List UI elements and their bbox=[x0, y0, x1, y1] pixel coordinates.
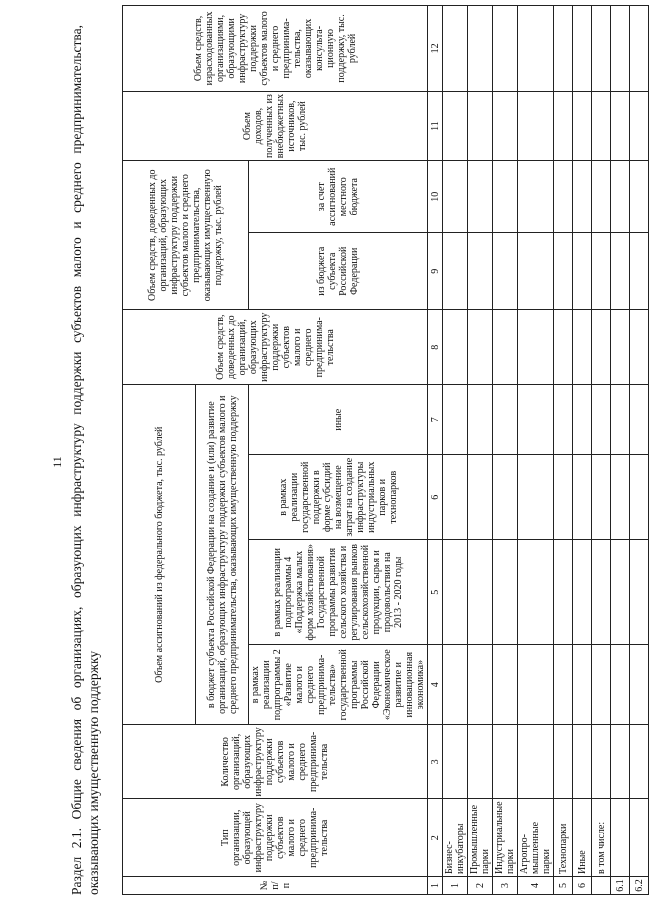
table-cell bbox=[468, 161, 493, 233]
table-cell bbox=[468, 5, 493, 91]
caption-line-1: Раздел 2.1. Общие сведения об организациях, образующих инфраструктуру поддержки субъектов малого и среднего bbox=[69, 162, 84, 895]
header-type: Тип организации, образующей инфраструктуру поддержки субъектов малого и среднего предпринима-тельства bbox=[123, 799, 428, 877]
row-number: 6.1 bbox=[611, 877, 630, 895]
table-cell bbox=[518, 385, 554, 455]
table-cell bbox=[630, 161, 649, 233]
table-cell bbox=[630, 310, 649, 385]
table-cell bbox=[554, 455, 573, 540]
col-index: 9 bbox=[428, 233, 443, 310]
table-cell bbox=[554, 161, 573, 233]
col-index: 1 bbox=[428, 877, 443, 895]
table-cell bbox=[554, 233, 573, 310]
header-col8: Объем средств, доведенных до организаций, образующих инфраструктуру поддержки субъектов малого и среднего предпринима-тельства bbox=[123, 310, 428, 385]
table-cell bbox=[611, 645, 630, 725]
table-cell bbox=[592, 310, 611, 385]
table-cell bbox=[573, 5, 592, 91]
table-cell bbox=[518, 91, 554, 160]
data-table-wrap bbox=[122, 5, 649, 895]
header-col10: за счет ассигнований местного бюджета bbox=[249, 161, 428, 233]
table-cell bbox=[468, 310, 493, 385]
row-number: 3 bbox=[493, 877, 518, 895]
table-row bbox=[630, 5, 649, 894]
header-col7: иные bbox=[249, 385, 428, 455]
table-cell bbox=[443, 91, 468, 160]
table-cell bbox=[573, 91, 592, 160]
table-cell bbox=[592, 5, 611, 91]
table-cell bbox=[493, 645, 518, 725]
table-cell bbox=[611, 310, 630, 385]
col-index: 3 bbox=[428, 725, 443, 799]
table-cell bbox=[493, 540, 518, 645]
table-cell bbox=[592, 91, 611, 160]
caption-line-2: предпринимательства, оказывающих имущественную поддержку bbox=[69, 25, 101, 895]
col-index: 6 bbox=[428, 455, 443, 540]
row-number bbox=[592, 877, 611, 895]
table-cell bbox=[493, 91, 518, 160]
table-cell bbox=[630, 725, 649, 799]
table-cell bbox=[554, 310, 573, 385]
table-cell bbox=[443, 310, 468, 385]
table-cell bbox=[630, 233, 649, 310]
table-cell bbox=[493, 233, 518, 310]
table-cell bbox=[518, 310, 554, 385]
table-cell bbox=[493, 310, 518, 385]
column-index-row bbox=[428, 5, 443, 894]
table-cell bbox=[554, 725, 573, 799]
table-cell bbox=[518, 233, 554, 310]
table-row bbox=[468, 5, 493, 894]
organizations-table bbox=[122, 5, 649, 895]
table-cell bbox=[573, 385, 592, 455]
col-index: 10 bbox=[428, 161, 443, 233]
table-cell bbox=[468, 455, 493, 540]
table-cell bbox=[443, 385, 468, 455]
table-cell bbox=[493, 725, 518, 799]
table-cell bbox=[611, 385, 630, 455]
table-cell bbox=[468, 233, 493, 310]
table-cell bbox=[443, 5, 468, 91]
table-cell bbox=[611, 455, 630, 540]
table-cell bbox=[493, 161, 518, 233]
table-cell bbox=[518, 540, 554, 645]
table-row bbox=[592, 5, 611, 894]
table-cell bbox=[573, 540, 592, 645]
col-index: 4 bbox=[428, 645, 443, 725]
row-label bbox=[611, 799, 630, 877]
table-cell bbox=[611, 5, 630, 91]
table-cell bbox=[518, 725, 554, 799]
col-index: 11 bbox=[428, 91, 443, 160]
row-number: 5 bbox=[554, 877, 573, 895]
row-label bbox=[630, 799, 649, 877]
table-cell bbox=[611, 233, 630, 310]
col-index: 12 bbox=[428, 5, 443, 91]
table-cell bbox=[611, 725, 630, 799]
table-cell bbox=[611, 91, 630, 160]
table-cell bbox=[630, 645, 649, 725]
table-cell bbox=[443, 725, 468, 799]
header-group-9-10: Объем средств, доведенных до организаций, образующих инфраструктуру поддержки субъектов малого и среднего предпринимательства, оказывающих имущественную поддержку, тыс. рублей bbox=[123, 161, 249, 310]
table-row bbox=[554, 5, 573, 894]
table-cell bbox=[630, 540, 649, 645]
header-row-num: № п/п bbox=[123, 877, 428, 895]
header-col4: в рамках реализации подпрограммы 2 «Развитие малого и среднего предпринима-тельства» государственной программы Российской Федерации «Экономическое развитие и инновационная экономика» bbox=[249, 645, 428, 725]
table-cell bbox=[518, 5, 554, 91]
table-cell bbox=[468, 540, 493, 645]
table-cell bbox=[518, 645, 554, 725]
col-index: 7 bbox=[428, 385, 443, 455]
table-cell bbox=[630, 91, 649, 160]
table-row bbox=[443, 5, 468, 894]
row-number: 6.2 bbox=[630, 877, 649, 895]
table-cell bbox=[518, 455, 554, 540]
col-index: 2 bbox=[428, 799, 443, 877]
table-cell bbox=[611, 161, 630, 233]
table-cell bbox=[592, 385, 611, 455]
table-row bbox=[518, 5, 554, 894]
table-cell bbox=[554, 5, 573, 91]
table-cell bbox=[630, 385, 649, 455]
page-number: 11 bbox=[50, 456, 64, 468]
header-col11: Объем доходов, полученных из внебюджетных источников, тыс. рублей bbox=[123, 91, 428, 160]
table-row bbox=[493, 5, 518, 894]
table-cell bbox=[443, 455, 468, 540]
table-cell bbox=[592, 161, 611, 233]
table-cell bbox=[592, 725, 611, 799]
table-cell bbox=[554, 385, 573, 455]
table-cell bbox=[573, 645, 592, 725]
table-cell bbox=[554, 540, 573, 645]
table-cell bbox=[468, 91, 493, 160]
header-col6: в рамках реализации государственной поддержки в форме субсидий на возмещение затрат на создание инфраструктуры индустриальных парков и технопарков bbox=[249, 455, 428, 540]
table-cell bbox=[592, 645, 611, 725]
table-cell bbox=[592, 540, 611, 645]
table-cell bbox=[573, 725, 592, 799]
section-caption bbox=[68, 25, 102, 895]
table-row bbox=[573, 5, 592, 894]
table-cell bbox=[493, 455, 518, 540]
table-cell bbox=[573, 233, 592, 310]
header-col5: в рамках реализации подпрограммы 4 «Поддержка малых форм хозяйствования» Государственной программы развития сельского хозяйства и регулирования рынков сельскохозяйственной продукции, сырья и продовольствия на 2013 - 2020 годы bbox=[249, 540, 428, 645]
table-cell bbox=[554, 645, 573, 725]
table-row bbox=[611, 5, 630, 894]
row-number: 2 bbox=[468, 877, 493, 895]
table-cell bbox=[468, 385, 493, 455]
table-cell bbox=[468, 645, 493, 725]
table-cell bbox=[554, 91, 573, 160]
row-number: 1 bbox=[443, 877, 468, 895]
table-cell bbox=[630, 455, 649, 540]
header-row-1 bbox=[123, 5, 196, 894]
row-number: 4 bbox=[518, 877, 554, 895]
row-label: в том числе: bbox=[592, 799, 611, 877]
col-index: 5 bbox=[428, 540, 443, 645]
table-cell bbox=[443, 540, 468, 645]
row-number: 6 bbox=[573, 877, 592, 895]
table-cell bbox=[443, 233, 468, 310]
header-federal-group: Объем ассигнований из федерального бюджета, тыс. рублей bbox=[123, 385, 196, 725]
table-cell bbox=[573, 161, 592, 233]
table-cell bbox=[573, 310, 592, 385]
table-cell bbox=[493, 5, 518, 91]
table-cell bbox=[518, 161, 554, 233]
row-label: Промышленные парки bbox=[468, 799, 493, 877]
header-federal-sub: в бюджет субъекта Российской Федерации на создание и (или) развитие организаций, образующих инфраструктуру поддержки субъектов малого и среднего предпринимательства, оказывающих имущественную поддержку bbox=[196, 385, 249, 725]
table-cell bbox=[592, 455, 611, 540]
row-label: Иные bbox=[573, 799, 592, 877]
table-cell bbox=[611, 540, 630, 645]
header-col12: Объем средств, израсходованных организациями, образующими инфраструктуру поддержки субъектов малого и среднего предпринима-тельства, оказывающих консульта-ционную поддержку, тыс. рублей bbox=[123, 5, 428, 91]
table-cell bbox=[493, 385, 518, 455]
row-label: Агропро-мышленные парки bbox=[518, 799, 554, 877]
table-cell bbox=[592, 233, 611, 310]
row-label: Индустриальные парки bbox=[493, 799, 518, 877]
header-col9: из бюджета субъекта Российской Федерации bbox=[249, 233, 428, 310]
table-cell bbox=[443, 645, 468, 725]
table-cell bbox=[573, 455, 592, 540]
header-count: Количество организаций, образующих инфраструктуру поддержки субъектов малого и среднего предпринима-тельства bbox=[123, 725, 428, 799]
col-index: 8 bbox=[428, 310, 443, 385]
table-cell bbox=[443, 161, 468, 233]
table-cell bbox=[468, 725, 493, 799]
row-label: Бизнес-инкубаторы bbox=[443, 799, 468, 877]
table-cell bbox=[630, 5, 649, 91]
row-label: Технопарки bbox=[554, 799, 573, 877]
